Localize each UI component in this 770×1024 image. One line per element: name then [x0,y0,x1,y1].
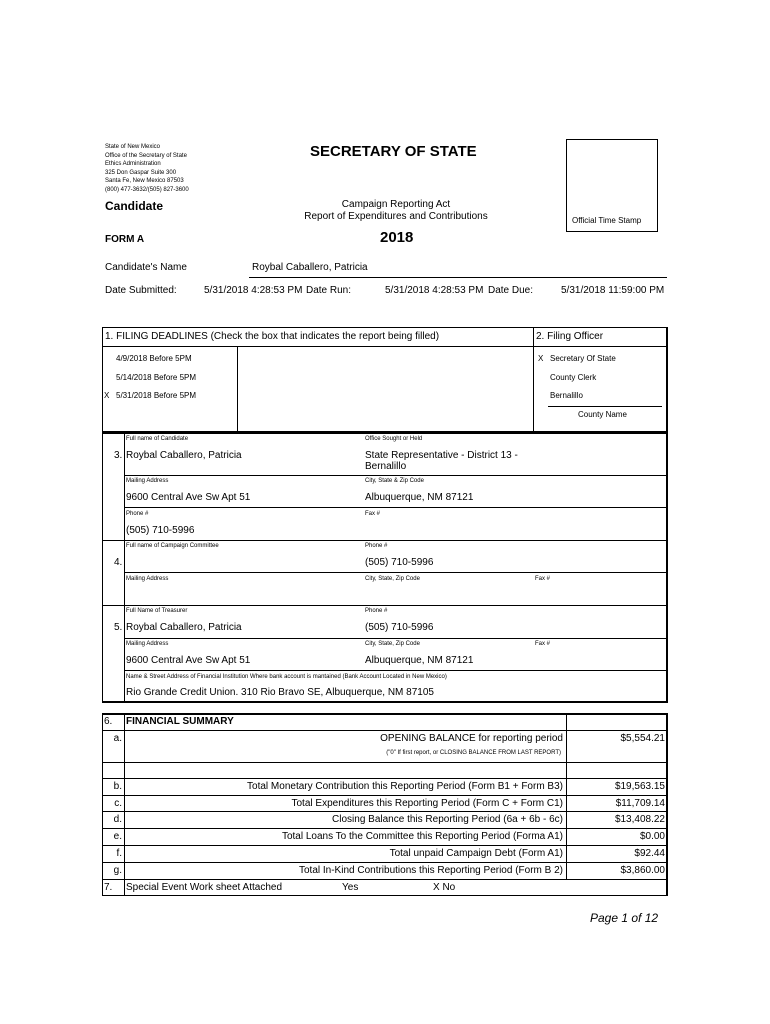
fin-value: $3,860.00 [620,865,665,876]
special-event-label: Special Event Work sheet Attached [126,882,283,893]
officer-mark: X [538,354,544,363]
deadline-col-divider [237,346,238,433]
treasurer-city: Albuquerque, NM 87121 [365,655,474,666]
fin-letter: f. [116,848,122,859]
county-name-label: County Name [578,410,627,419]
treasurer-mailing-address: 9600 Central Ave Sw Apt 51 [126,655,251,666]
agency-line: Office of the Secretary of State [105,152,187,159]
fin-label: Closing Balance this Reporting Period (6a + 6b - 6c) [332,814,563,825]
fin-label: Total unpaid Campaign Debt (Form A1) [389,848,563,859]
field-label: Fax # [365,511,381,517]
field-label: Name & Street Address of Financial Institution Where bank account is mantained (Bank Account Located in New Mexico) [126,674,447,680]
time-stamp-label: Official Time Stamp [572,216,642,225]
agency-line: Ethics Administration [105,161,161,168]
fin-value: $92.44 [634,848,665,859]
officer-item[interactable] [538,373,596,382]
row-divider [102,605,668,606]
special-event-yes[interactable]: Yes [342,882,359,893]
agency-line: 325 Don Gaspar Suite 300 [105,169,177,176]
agency-line: Santa Fe, New Mexico 87503 [105,178,184,185]
agency-line: (800) 477-3632/(505) 827-3600 [105,186,189,193]
deadline-label: 5/14/2018 Before 5PM [116,373,197,382]
candidate-name-value: Roybal Caballero, Patricia [252,262,368,273]
fin-row-divider [102,778,668,779]
special-event-no[interactable]: X No [433,882,456,893]
office-sought [365,450,518,472]
candidate-name-label: Candidate's Name [105,262,187,273]
officer-label: Bernalillo [550,391,583,400]
deadline-label: 5/31/2018 Before 5PM [116,391,197,400]
treasurer-name: Roybal Caballero, Patricia [126,622,242,633]
candidate-full-name: Roybal Caballero, Patricia [126,450,242,461]
report-year: 2018 [380,229,414,246]
deadline-item[interactable] [104,373,196,382]
date-run-label: Date Run: [306,285,352,296]
filing-officer-heading: 2. Filing Officer [536,331,604,342]
field-label: Phone # [126,511,149,517]
date-due-label: Date Due: [488,285,534,296]
fin-label: Total Monetary Contribution this Reporting Period (Form B1 + Form B3) [247,781,563,792]
fin-letter-divider [124,713,125,896]
date-submitted-label: Date Submitted: [105,285,177,296]
fin-row-divider [102,730,668,731]
field-label: Fax # [535,576,551,582]
fin-row-divider [102,828,668,829]
bank-institution: Rio Grande Credit Union. 310 Rio Bravo SE, Albuquerque, NM 87105 [126,687,434,698]
candidate-phone: (505) 710-5996 [126,525,195,536]
page-number: Page 1 of 12 [590,911,659,925]
officer-item[interactable] [538,391,583,400]
deadline-item[interactable] [104,391,196,400]
officer-label: Secretary Of State [550,354,616,363]
officer-item[interactable] [538,354,616,363]
agency-line: State of New Mexico [105,144,161,150]
officer-label: County Clerk [550,373,597,382]
fin-value: $0.00 [639,831,665,842]
opening-balance-note: ("0" If first report, or CLOSING BALANCE FROM LAST REPORT) [386,750,561,756]
opening-balance-label: OPENING BALANCE for reporting period [380,733,563,744]
section-number: 5. [114,622,123,633]
deadline-mark: X [104,391,110,400]
field-label: Phone # [365,608,388,614]
field-label: Phone # [365,543,388,549]
field-label: Full name of Campaign Committee [126,543,219,549]
section-number: 6. [104,716,113,727]
filing-col-divider [533,327,534,433]
deadline-item[interactable] [104,354,192,363]
agency-address-block [105,143,189,195]
row-divider [102,540,668,541]
fin-row-divider [102,762,668,763]
field-label: City, State & Zip Code [365,478,424,484]
act-line1: Campaign Reporting Act [341,199,451,210]
form-label: FORM A [105,234,145,245]
candidate-city: Albuquerque, NM 87121 [365,492,474,503]
field-label: Full Name of Treasurer [126,608,188,614]
fin-letter: a. [113,733,122,744]
fin-label: Total Expenditures this Reporting Period (Form C + Form C1) [291,798,563,809]
fin-value: $13,408.22 [614,814,665,825]
section-number: 7. [104,882,113,893]
row-divider [124,572,668,573]
name-underline [249,277,667,278]
page-title: SECRETARY OF STATE [310,143,477,160]
row-divider [124,670,668,671]
section-number: 4. [114,557,123,568]
treasurer-phone: (505) 710-5996 [365,622,434,633]
fin-letter: c. [114,798,122,809]
field-label: Mailing Address [126,576,169,582]
section-number: 3. [114,450,123,461]
deadline-label: 4/9/2018 Before 5PM [116,354,192,363]
financial-summary-heading: FINANCIAL SUMMARY [126,716,234,727]
office-line: State Representative - District 13 - [365,450,518,461]
filing-header-divider [102,346,668,347]
fin-row-divider [102,795,668,796]
row-divider [124,475,668,476]
fin-value: $19,563.15 [614,781,665,792]
contact-num-divider [124,433,125,703]
field-label: Office Sought or Held [365,436,423,442]
row-divider [124,507,668,508]
committee-phone: (505) 710-5996 [365,557,434,568]
fin-row-divider [102,845,668,846]
fin-value: $11,709.14 [615,798,665,809]
field-label: Mailing Address [126,478,169,484]
field-label: Fax # [535,641,551,647]
fin-row-divider [102,862,668,863]
row-divider [124,638,668,639]
fin-letter: e. [113,831,122,842]
fin-value-divider [566,713,567,880]
act-line2: Report of Expenditures and Contributions [304,211,488,222]
field-label: Full name of Candidate [126,436,189,442]
office-line: Bernalillo [365,461,407,472]
opening-balance-value: $5,554.21 [620,733,665,744]
date-due-value: 5/31/2018 11:59:00 PM [561,285,665,296]
fin-label: Total In-Kind Contributions this Reporting Period (Form B 2) [298,865,563,876]
date-run-value: 5/31/2018 4:28:53 PM [385,285,484,296]
fin-row-divider [102,811,668,812]
field-label: Mailing Address [126,641,169,647]
field-label: City, State, Zip Code [365,576,420,582]
candidate-mailing-address: 9600 Central Ave Sw Apt 51 [126,492,251,503]
fin-row-divider [102,879,668,880]
fin-letter: g. [113,865,122,876]
candidate-label: Candidate [105,199,164,213]
fin-letter: d. [113,814,122,825]
field-label: City, State, Zip Code [365,641,420,647]
fin-label: Total Loans To the Committee this Reporting Period (Forma A1) [281,831,563,842]
county-name-line [548,406,662,407]
fin-letter: b. [113,781,122,792]
date-submitted-value: 5/31/2018 4:28:53 PM [204,285,303,296]
filing-deadlines-heading: 1. FILING DEADLINES (Check the box that indicates the report being filled) [105,331,440,342]
